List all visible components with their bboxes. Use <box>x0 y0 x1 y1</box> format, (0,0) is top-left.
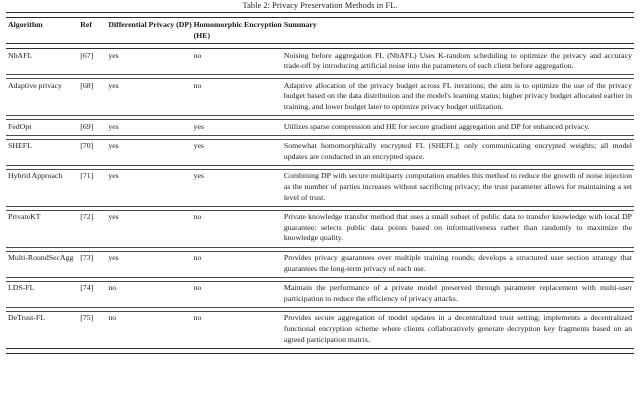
cell-algorithm: DeTrust-FL <box>8 313 45 323</box>
cell-dp: yes <box>108 121 119 131</box>
cell-dp: yes <box>108 171 119 181</box>
cell-he: no <box>193 80 202 90</box>
cell-dp: yes <box>108 80 119 90</box>
cell-summary: Provides secure aggregation of model updates in a decentralized trust setting; implements a decentralized functional encryption scheme where clients collaboratively generate decryption key fragments based on an agreed participation matrix. <box>283 313 632 344</box>
cell-ref[interactable]: [72] <box>80 212 94 222</box>
cell-dp: yes <box>108 141 119 151</box>
cell-summary: Private knowledge transfer method that uses a small subset of public data to transfer knowledge with local DP guarantee; selects public data points based on informativeness rather than randomly to maximize the knowledge quality. <box>283 212 632 243</box>
header-summary: Summary <box>283 20 317 29</box>
cell-algorithm: Hybrid Approach <box>8 171 63 181</box>
cell-dp: yes <box>108 50 119 60</box>
table-row <box>6 169 634 206</box>
header-algorithm: Algorithm <box>8 20 43 29</box>
cell-algorithm: SHEFL <box>8 141 32 151</box>
cell-he: no <box>193 212 202 222</box>
table-row <box>6 210 634 247</box>
cell-dp: yes <box>108 253 119 262</box>
cell-algorithm: Adaptive privacy <box>8 80 62 90</box>
header-differential-privacy: Differential Privacy (DP) <box>108 20 192 29</box>
cell-he: no <box>193 283 202 293</box>
table-row <box>6 120 634 136</box>
cell-dp: no <box>108 283 117 293</box>
cell-summary: Provides privacy guarantees over multiple training rounds; develops a structured user section strategy that guarantees the long-term privacy of each use. <box>283 253 632 273</box>
cell-ref[interactable]: [69] <box>80 121 94 131</box>
cell-algorithm: NbAFL <box>8 50 33 60</box>
cell-he: yes <box>193 171 204 181</box>
table-caption: Table 2: Privacy Preservation Methods in FL. <box>242 1 398 10</box>
table-row <box>6 139 634 165</box>
cell-ref[interactable]: [73] <box>80 253 94 262</box>
header-homomorphic-encryption: Homomorphic Encryption (HE) <box>193 20 282 40</box>
table-row <box>6 251 634 277</box>
cell-summary: Somewhat homomorphically encrypted FL (SHEFL); only communicating encrypted weights; all model updates are conducted in an encrypted space. <box>283 141 632 161</box>
cell-summary: Utilizes sparse compression and HE for secure gradient aggregation and DP for enhanced privacy. <box>283 121 590 131</box>
cell-summary: Noising before aggregation FL (NbAFL) Uses K-random scheduling to optimize the privacy and accuracy trade-off by introducing artificial noise into the parameters of each client before aggregation. <box>283 50 632 71</box>
cell-he: no <box>193 50 202 60</box>
cell-he: no <box>193 253 202 262</box>
cell-he: yes <box>193 121 204 131</box>
cell-algorithm: LDS-FL <box>8 283 35 293</box>
cell-summary: Adaptive allocation of the privacy budget across FL iterations; the aim is to optimize the use of the privacy budget based on the data distribution and the model's learning status; higher privacy budget allocated earlier in training, and lower budget later to optimize privacy budget utilization. <box>283 80 632 112</box>
cell-ref[interactable]: [75] <box>80 313 94 323</box>
cell-he: no <box>193 313 202 323</box>
cell-summary: Maintain the performance of a private model preserved through parameter replacement with multi-user participation to reduce the efficiency of privacy attacks. <box>283 283 632 303</box>
table-row <box>6 79 634 116</box>
cell-ref[interactable]: [74] <box>80 283 94 293</box>
cell-dp: yes <box>108 212 119 222</box>
cell-ref[interactable]: [68] <box>80 80 94 90</box>
cell-algorithm: FedOpt <box>8 121 32 131</box>
table-row <box>6 281 634 307</box>
cell-ref[interactable]: [70] <box>80 141 94 151</box>
table-row <box>6 311 634 348</box>
cell-dp: no <box>108 313 117 323</box>
cell-algorithm: Multi-RoundSecAgg <box>8 253 74 262</box>
table-row <box>6 49 634 75</box>
cell-algorithm: PrivateKT <box>8 212 41 222</box>
table-bottom-rule <box>6 348 634 353</box>
cell-ref[interactable]: [71] <box>80 171 94 181</box>
privacy-methods-table <box>6 12 634 354</box>
cell-ref[interactable]: [67] <box>80 50 94 60</box>
header-ref: Ref <box>80 20 92 29</box>
cell-he: yes <box>193 141 204 151</box>
cell-summary: Combining DP with secure multiparty computation enables this method to reduce the growth of noise injection as the number of parties increases without sacrificing privacy; the trust parameter allows for maintaining a set level of trust. <box>283 171 632 202</box>
table-header-row <box>6 18 634 44</box>
